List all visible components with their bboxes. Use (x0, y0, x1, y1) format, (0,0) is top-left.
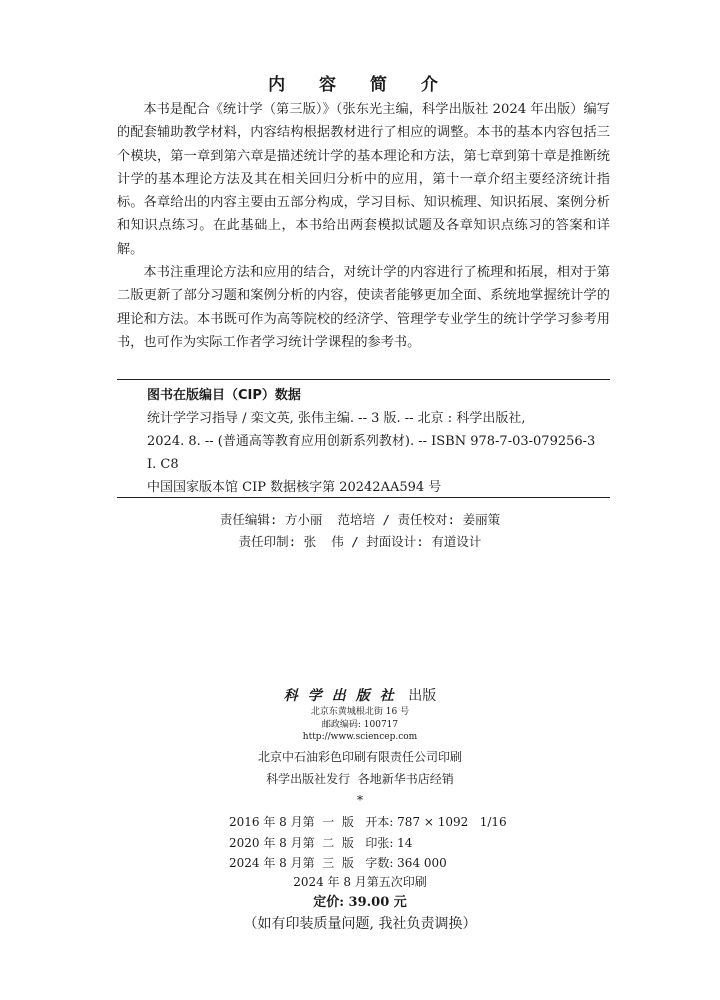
intro-text (117, 98, 610, 354)
price-line: 定价: 39.00 元 (313, 895, 407, 910)
cip-block (147, 384, 610, 499)
price-block (0, 872, 720, 935)
publisher-logo-text: 科学出版社 (283, 688, 404, 704)
edition-row-2: 2020 年 8 月第 二 版 印张: 14 (229, 835, 413, 850)
edition-row-3: 2024 年 8 月第 三 版 字数: 364 000 (229, 856, 447, 870)
cip-line-2: 2024. 8. -- (普通高等教育应用创新系列教材). -- ISBN 978-7-03-079256-3 (147, 434, 596, 449)
publisher-postcode: 邮政编码: 100717 (321, 719, 399, 730)
publisher-address: 北京东黄城根北街 16 号 (310, 707, 410, 717)
separator-star: * (357, 792, 363, 807)
cip-line-3: Ⅰ. C8 (147, 457, 179, 472)
page-title: 内 容 简 介 (268, 75, 452, 95)
cip-top-rule (117, 379, 610, 380)
publisher-url: http://www.sciencep.com (302, 732, 418, 742)
intro-paragraph-1: 本书是配合《统计学（第三版）》（张东光主编，科学出版社 2024 年出版）编写的配套辅助教学材料，内容结构根据教材进行了相应的调整。本书的基本内容包括三个模块，第一章到第六章是描述统计学的基本理论和方法，第七章到第十章是推断统计学的基本理论方法及其在相关回归分析中的应用，第十一章介绍主要经济统计指标。各章给出的内容主要由五部分构成，学习目标、知识梳理、知识拓展、案例分析和知识点练习。在此基础上，本书给出两套模拟试题及各章知识点练习的答案和详解。 (117, 102, 610, 257)
printer-line: 北京中石油彩色印刷有限责任公司印刷 (257, 749, 462, 764)
cip-line-1: 统计学学习指导 / 栾文英, 张伟主编. -- 3 版. -- 北京 : 科学出版社, (147, 411, 526, 426)
publisher-name (0, 686, 720, 706)
publisher-suffix: 出版 (408, 688, 437, 704)
edition-row-1: 2016 年 8 月第 一 版 开本: 787 × 1092 1/16 (229, 815, 507, 829)
credits-editors: 责任编辑: 方小丽 范培培 / 责任校对: 姜丽策 (219, 512, 501, 527)
printing-line: 2024 年 8 月第五次印刷 (293, 875, 427, 889)
cip-bottom-rule (117, 497, 610, 498)
distribution-line: 科学出版社发行 各地新华书店经销 (266, 771, 454, 786)
return-note: （如有印装质量问题, 我社负责调换） (243, 916, 477, 932)
cip-line-4: 中国国家版本馆 CIP 数据核字第 20242AA594 号 (147, 480, 442, 495)
edition-table (229, 812, 507, 874)
credits-block (0, 509, 720, 553)
intro-paragraph-2: 本书注重理论方法和应用的结合，对统计学的内容进行了梳理和拓展，相对于第二版更新了部分习题和案例分析的内容，使读者能够更加全面、系统地掌握统计学的理论和方法。本书既可作为高等院校的经济学、管理学专业学生的统计学学习参考用书，也可作为实际工作者学习统计学课程的参考书。 (117, 265, 610, 350)
credits-production: 责任印制: 张 伟 / 封面设计: 有道设计 (238, 534, 482, 549)
cip-heading: 图书在版编目（CIP）数据 (147, 388, 301, 403)
publisher-block (0, 686, 720, 808)
